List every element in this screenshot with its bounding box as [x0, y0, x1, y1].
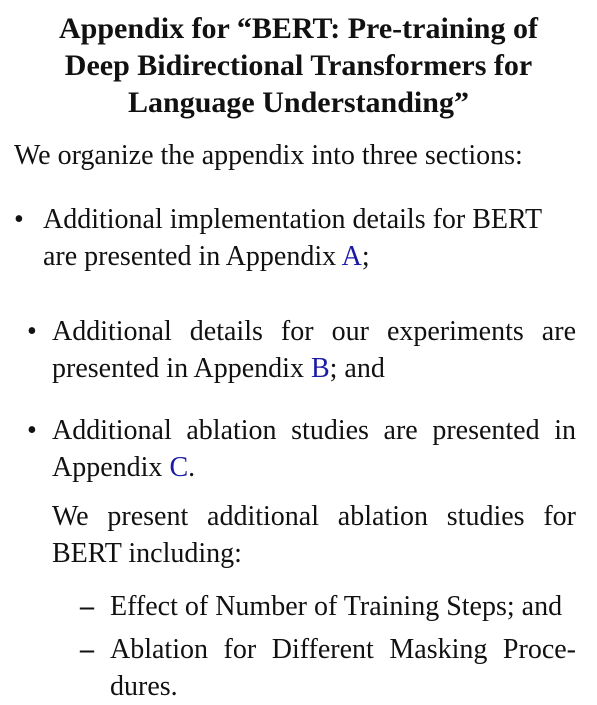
dash-marker: –: [80, 591, 94, 622]
ablation-intro-paragraph: We present additional ablation studies for BERT including:: [52, 501, 576, 569]
title-line-3: Language Understanding”: [128, 86, 469, 119]
subitem-masking-procedures: Ablation for Different Masking Proce- dures.: [110, 634, 576, 702]
dash-marker: –: [80, 634, 94, 665]
title-line-1: Appendix for “BERT: Pre-training of: [59, 12, 538, 45]
list-item-implementation: Additional implementation details for BERT are presented in Appendix A;: [43, 204, 543, 272]
paper-title: [0, 10, 597, 121]
title-line-2: Deep Bidirectional Transformers for: [64, 49, 533, 82]
appendix-c-link[interactable]: C: [169, 452, 189, 483]
bullet-marker: •: [27, 316, 37, 347]
intro-paragraph: We organize the appendix into three sections:: [14, 140, 523, 171]
list-item-ablation: Additional ablation studies are presented in Appendix C.: [52, 415, 576, 483]
bullet-marker: •: [14, 204, 24, 235]
appendix-b-link[interactable]: B: [310, 353, 330, 384]
list-item-experiments: Additional details for our experiments are presented in Appendix B; and: [52, 316, 576, 384]
appendix-a-link[interactable]: A: [341, 241, 362, 272]
bullet-marker: •: [27, 415, 37, 446]
subitem-training-steps: Effect of Number of Training Steps; and: [110, 591, 563, 622]
